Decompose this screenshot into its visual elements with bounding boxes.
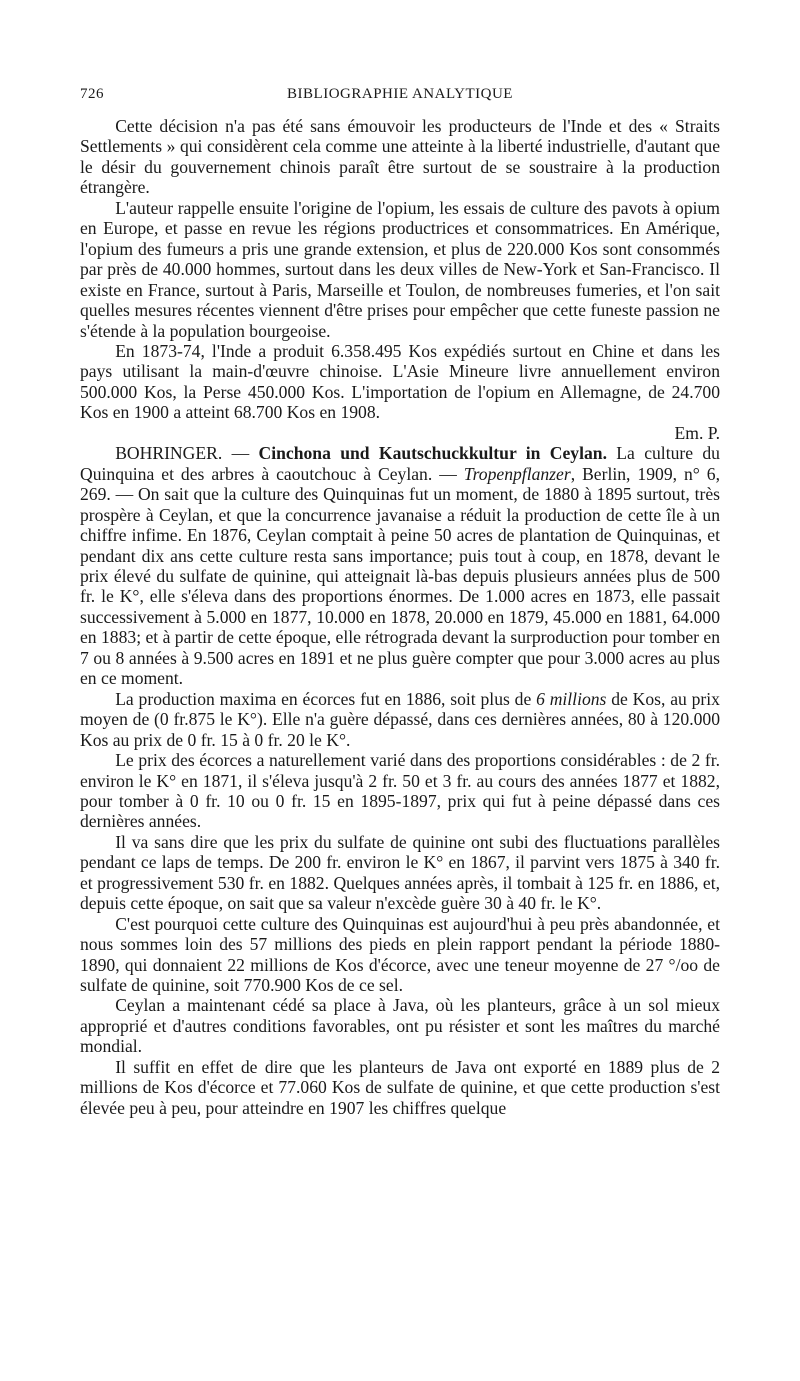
- article-journal: Tropenpflanzer: [463, 463, 571, 484]
- paragraph-quinine-prices: Il va sans dire que les prix du sulfate de quinine ont subi des fluctuations parallèles pendant ce laps de temps. De 200 fr. environ le K° en 1867, il parvint vers 1875 à 340 fr. et progressivement 530 fr. en 1882. Quelques années après, il tombait à 125 fr. en 1886, et, depuis cette époque, on sait que sa valeur n'excède guère 30 à 40 fr. le K°.: [80, 831, 720, 914]
- page-body: [80, 116, 720, 1118]
- paragraph-abandonment: C'est pourquoi cette culture des Quinquinas est aujourd'hui à peu près abandonnée, et nous sommes loin des 57 millions des pieds en plein rapport pendant la période 1880-1890, qui donnaient 22 millions de Kos d'écorce, avec une teneur moyenne de 27 °/oo de sulfate de quinine, soit 770.900 Kos de ce sel.: [80, 913, 720, 996]
- running-title: BIBLIOGRAPHIE ANALYTIQUE: [287, 86, 513, 102]
- p5-text-a: La production maxima en écorces fut en 1886, soit plus de: [115, 688, 537, 709]
- article-dash: —: [222, 443, 259, 464]
- review-signature: Em. P.: [674, 422, 720, 443]
- page-number: 726: [80, 86, 104, 102]
- paragraph-bark-prices: Le prix des écorces a naturellement varié dans des proportions considérables : de 2 fr. environ le K° en 1871, il s'éleva jusqu'à 2 fr. 50 et 3 fr. au cours des années 1877 et 1882, pour tomber à 0 fr. 10 ou 0 fr. 15 en 1895-1897, prix qui fut à peine dépassé dans ces dernières années.: [80, 750, 720, 832]
- article-translation: La culture du Quinquina et des arbres à caoutchouc à Ceylan. —: [80, 443, 720, 484]
- article-text: , Berlin, 1909, n° 6, 269. — On sait que la culture des Quinquinas fut un moment, de 1880 à 1895 surtout, très prospère à Ceylan, et que la concurrence javanaise a réduit la production de cette île à un chiffre infime. En 1876, Ceylan comptait à peine 50 acres de plantation de Quinquinas, et pendant dix ans cette culture resta sans importance; puis tout à coup, en 1878, devant le prix élevé du sulfate de quinine, qui atteignait là-bas depuis plusieurs années plus de 500 fr. le K°, elle s'éleva dans des proportions énormes. De 1.000 acres en 1873, elle passait successivement à 5.000 en 1877, 10.000 en 1878, 20.000 en 1879, 45.000 en 1881, 64.000 en 1883; et à partir de cette époque, elle rétrograda devant la surproduction pour tomber en 7 ou 8 années à 9.500 acres en 1891 et ne plus guère compter que pour 3.000 acres au plus en ce moment.: [80, 463, 720, 689]
- paragraph-opium-production: En 1873-74, l'Inde a produit 6.358.495 Kos expédiés surtout en Chine et dans les pays utilisant la main-d'œuvre chinoise. L'Asie Mineure livre annuellement environ 500.000 Kos, la Perse 450.000 Kos. L'importation de l'opium en Allemagne, de 24.700 Kos en 1900 a atteint 68.700 Kos en 1908.: [80, 340, 720, 423]
- paragraph-java: Ceylan a maintenant cédé sa place à Java, où les planteurs, grâce à un sol mieux approprié et d'autres conditions favorables, ont pu résister et sont les maîtres du marché mondial.: [80, 995, 720, 1057]
- article-title: Cinchona und Kautschuckkultur in Ceylan.: [258, 443, 607, 464]
- paragraph-max-production: [80, 689, 720, 750]
- paragraph-opium-origin: L'auteur rappelle ensuite l'origine de l'opium, les essais de culture des pavots à opium en Europe, et passe en revue les régions productrices et consommatrices. En Amérique, l'opium des fumeurs a pris une grande extension, et plus de 220.000 Kos sont consommés par près de 40.000 hommes, surtout dans les deux villes de New-York et San-Francisco. Il existe en France, surtout à Paris, Marseille et Toulon, de nombreuses fumeries, et l'on sait quelles mesures récentes viennent d'être prises pour empêcher que cette funeste passion ne s'étende à la population bourgeoise.: [80, 197, 720, 341]
- p5-text-b: de Kos, au prix moyen de (0 fr.875 le K°). Elle n'a guère dépassé, dans ces dernières années, 80 à 120.000 Kos au prix de 0 fr. 15 à 0 fr. 20 le K°.: [80, 688, 720, 750]
- running-header: [80, 86, 720, 110]
- p5-italic: 6 millions: [536, 688, 607, 709]
- article-entry: [80, 443, 720, 688]
- paragraph-java-exports: Il suffit en effet de dire que les planteurs de Java ont exporté en 1889 plus de 2 millions de Kos d'écorce et 77.060 Kos de sulfate de quinine, et que cette production s'est élevée peu à peu, pour atteindre en 1907 les chiffres quelque: [80, 1056, 720, 1118]
- article-author: BOHRINGER.: [115, 443, 223, 464]
- paragraph-opium-decision: Cette décision n'a pas été sans émouvoir les producteurs de l'Inde et des « Straits Settlements » qui considèrent cela comme une atteinte à la liberté industrielle, d'autant que le désir du gouvernement chinois paraît être surtout de se soustraire à la production étrangère.: [80, 116, 720, 198]
